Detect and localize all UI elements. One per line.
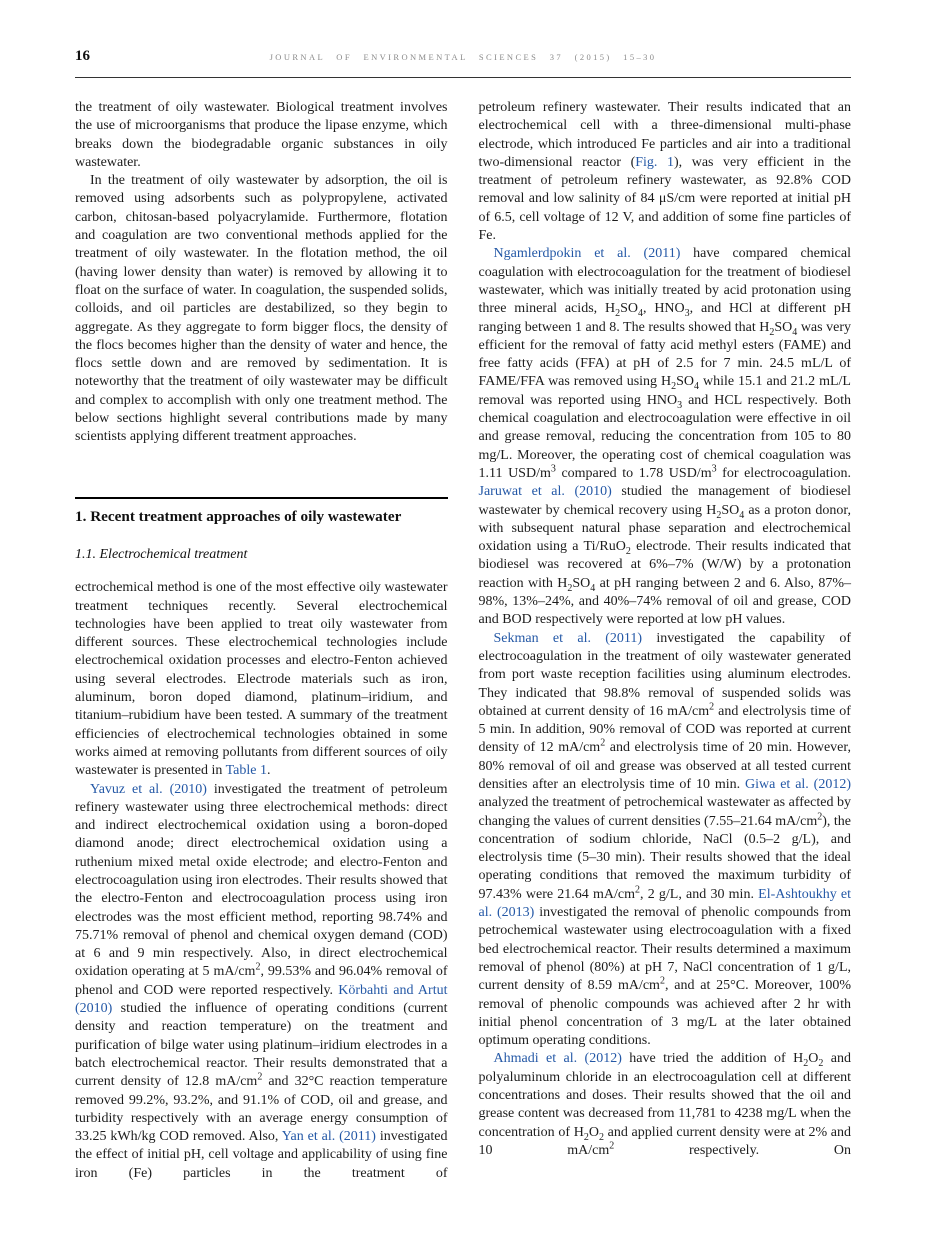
section-divider — [75, 497, 448, 499]
superscript: 2 — [600, 737, 606, 749]
superscript: 3 — [711, 463, 717, 475]
subscript: 3 — [677, 399, 683, 411]
text-run: investigated the treatment of petroleum refinery wastewater using three electrochemical methods: direct and indirect electrochemical oxidation using a boron-doped diamond anode; direct electrochemical oxidation using a ruthenium mixed metal oxide electrode; and electro-Fenton and electrocoagulation using iron electrodes. Their results showed that the electro-Fenton and electrocoagulation process using iron electrodes was the most efficient method, reporting 98.74% and 75.71% removal of phenol and chemical oxygen demand (COD) at 6 and 9 min respectively. Also, in direct electrochemical oxidation operating at 5 mA/cm — [75, 781, 448, 980]
superscript: 2 — [634, 884, 640, 896]
subscript: 2 — [598, 1131, 604, 1143]
text-run: and applied current density were at 2% and 10 mA/cm — [478, 1124, 851, 1158]
text-run: investigated the capability of electrocoagulation in the treatment of oily wastewater generated from port waste reception facilities using aluminum electrodes. They indicated that 98.8% removal of suspended solids was obtained at current density of 16 mA/cm — [478, 630, 851, 719]
text-run: as a proton donor, with subsequent natural phase separation and electrochemical oxidation using a Ti/RuO — [478, 502, 851, 555]
text-run: for electrocoagulation. — [716, 465, 851, 481]
text-run: electrode. Their results indicated that biodiesel was recovered at 6%–7% (W/W) by a protonation reaction with H — [478, 539, 852, 591]
section-body-paragraphs — [75, 579, 448, 1183]
right-paragraphs — [479, 99, 852, 1160]
paragraph — [75, 579, 448, 780]
citation-link[interactable]: Körbahti and Artut (2010) — [75, 982, 448, 1017]
superscript: 3 — [550, 463, 556, 475]
text-run: and polyaluminum chloride in an electrocoagulation cell at different concentrations and doses. Their results showed that the oil and grease content was decreased from 11,781 to 4238 mg/L when the concentration of H — [478, 1051, 852, 1140]
section-heading: 1. Recent treatment approaches of oily wastewater — [75, 507, 402, 525]
superscript: 2 — [255, 961, 261, 973]
text-run: O — [808, 1051, 819, 1067]
subscript: 2 — [769, 326, 775, 338]
text-run: SO — [774, 319, 793, 335]
text-run: , and at 25°C. Moreover, 100% removal of phenolic compounds was achieved after 2 hr with initial phenol concentration of 3 mg/L at the later obtained optimum operating conditions. — [478, 978, 851, 1049]
text-run: have compared chemical coagulation with electrocoagulation for the treatment of biodiesel wastewater, which was initially treated by acid protonation using three mineral acids, H — [478, 246, 851, 317]
subscript: 4 — [590, 582, 596, 594]
text-run: , HNO — [643, 301, 685, 317]
citation-link[interactable]: Yan et al. (2011) — [281, 1129, 376, 1145]
text-run: SO — [676, 374, 695, 390]
paragraph — [479, 99, 852, 245]
subscript: 2 — [625, 545, 631, 557]
right-column — [479, 99, 852, 1183]
text-run: ), was very efficient in the treatment of petroleum refinery wastewater, as 92.8% COD removal and low salinity of 84 μS/cm were reported at initial pH of 6.5, cell voltage of 12 V, and addition of some fine particles of Fe. — [478, 154, 851, 244]
two-column-body — [75, 99, 851, 1183]
citation-link[interactable]: Ahmadi et al. (2012) — [493, 1051, 622, 1067]
text-run: petroleum refinery wastewater. Their results indicated that an electrochemical cell with a three-dimensional multi-phase electrode, which introduced Fe particles and air into a traditional two-dimensional reactor ( — [478, 100, 851, 170]
superscript: 2 — [659, 975, 665, 987]
superscript: 2 — [257, 1071, 263, 1083]
intro-paragraphs — [75, 99, 448, 447]
text-run: at pH ranging between 2 and 6. Also, 87%–98%, 13%–24%, and 40%–74% removal of oil and grease, COD and BOD respectively were reported at low pH values. — [478, 575, 851, 628]
text-run: SO — [721, 502, 740, 518]
text-run: and HCL respectively. Both chemical coagulation and electrocoagulation were effective in oil and grease removal, reducing the concentration from 105 to 80 mg/L. Moreover, the operating cost of chemical coagulation was 1.11 USD/m — [478, 392, 851, 481]
subscript: 4 — [638, 308, 643, 320]
superscript: 2 — [709, 701, 715, 713]
text-run: and 32°C reaction temperature removed 99.2%, 93.2%, and 91.1% of COD, oil and grease, and turbidity respectively with an average energy consumption of 33.25 kWh/kg COD removed. Also, — [75, 1074, 448, 1145]
superscript: 2 — [817, 810, 823, 822]
text-run: respectively. On — [614, 1142, 851, 1158]
text-run: investigated the effect of initial pH, cell voltage and applicability of using fine iron (Fe) particles in the treatment of — [75, 1129, 448, 1181]
text-run: was very efficient for the removal of fatty acid methyl esters (FAME) and free fatty acids (FFA) at pH of 2.5 for 7 min. 24.5 mL/L of FAME/FFA was removed using H — [478, 319, 851, 390]
citation-link[interactable]: Jaruwat et al. (2010) — [478, 484, 612, 500]
subscript: 4 — [792, 326, 798, 338]
text-run: ), the concentration of sodium chloride, NaCl (0.5–2 g/L), and electrolysis time (5–30 min). Their results showed that the ideal operating conditions that removed the maximum turbidity of 97.43% were 21.64 mA/cm — [478, 813, 852, 902]
paragraph — [75, 781, 448, 1184]
text-run: SO — [572, 575, 591, 591]
citation-link[interactable]: Giwa et al. (2012) — [745, 776, 852, 792]
text-run: . — [267, 763, 271, 779]
text-run: analyzed the treatment of petrochemical wastewater as affected by changing the values of current densities (7.55–21.64 mA/cm — [478, 795, 851, 829]
citation-link[interactable]: El-Ashtoukhy et al. (2013) — [478, 886, 852, 921]
subscript: 2 — [803, 1058, 809, 1070]
subsection-heading: 1.1. Electrochemical treatment — [75, 546, 248, 562]
subscript: 2 — [671, 381, 677, 393]
text-run: SO — [620, 301, 638, 317]
text-run: investigated the removal of phenolic compounds from petrochemical wastewater using electrocoagulation with a fixed bed electrochemical reactor. Their results determined a maximum removal of phenol (80%) at pH 7, NaCl concentration of 1 g/L, current density of 8.59 mA/cm — [478, 905, 851, 994]
text-run: , 2 g/L, and 30 min. — [639, 886, 759, 902]
text-run: the treatment of oily wastewater. Biological treatment involves the use of microorganisms that produce the lipase enzyme, which breaks down the biodegradable organic substances in oily wastewater. — [75, 100, 448, 170]
header-rule — [75, 77, 851, 78]
journal-running-head: JOURNAL OF ENVIRONMENTAL SCIENCES 37 (2015) 15–30 — [269, 52, 657, 62]
subscript: 4 — [739, 509, 745, 521]
text-run: ectrochemical method is one of the most effective oily wastewater treatment techniques recently. Several electrochemical technologies have been applied to treat oily wastewater from different sources. These electrochemical technologies include electrochemical oxidation processes and electro-Fenton achieved using several electrodes. Electrode materials such as iron, aluminum, boron doped diamond, platinum–iridium, and titanium–rubidium have been tested. A summary of the treatment efficiencies of electrochemical technologies obtained in some works aimed at removing pollutants from different sources of oily wastewater is presented in — [75, 580, 448, 779]
subscript: 2 — [567, 582, 573, 594]
citation-link[interactable]: Fig. 1 — [635, 154, 674, 170]
paragraph — [479, 1050, 852, 1160]
superscript: 2 — [609, 1140, 615, 1152]
citation-link[interactable]: Sekman et al. (2011) — [493, 630, 643, 646]
paragraph — [75, 172, 448, 446]
text-run: studied the management of biodiesel wastewater by chemical recovery using H — [478, 484, 851, 518]
subscript: 2 — [583, 1131, 589, 1143]
subscript: 4 — [694, 381, 700, 393]
text-run: studied the influence of operating conditions (current density and reaction temperature) on the treatment and purification of bilge water using platinum–iridium electrodes in a batch electrochemical reactor. Their results demonstrated that a current density of 12.8 mA/cm — [75, 1001, 448, 1090]
text-run: have tried the addition of H — [621, 1051, 804, 1067]
subscript: 2 — [716, 509, 722, 521]
text-run: O — [588, 1124, 599, 1140]
subscript: 2 — [818, 1058, 824, 1070]
text-run: and electrolysis time of 20 min. However, 80% removal of oil and grease was observed at all tested current densities after an electrolysis time of 10 min. — [478, 740, 851, 792]
text-run: and electrolysis time of 5 min. In addition, 90% removal of COD was reported at current density of 12 mA/cm — [478, 703, 851, 756]
citation-link[interactable]: Yavuz et al. (2010) — [90, 781, 207, 797]
page-number: 16 — [75, 48, 90, 64]
text-run: while 15.1 and 21.2 mL/L removal was reported using HNO — [478, 374, 851, 408]
citation-link[interactable]: Table 1 — [225, 763, 267, 779]
subscript: 2 — [615, 308, 621, 320]
paragraph — [479, 630, 852, 1051]
text-run: In the treatment of oily wastewater by adsorption, the oil is removed using adsorbents such as polypropylene, activated carbon, chitosan-based polyacrylamide. Furthermore, flotation and coagulation are two conventional methods applied for the treatment of oily wastewater. In the flotation method, the oil (having lower density than water) is removed by allowing it to float on the surface of water. In coagulation, the suspended solids, colloids, and oil particles are destabilized, so they begin to aggregate. As they aggregate to form bigger flocs, the density of the flocs becomes higher than the density of water and hence, the flocs settle down and are removed by sedimentation. It is noteworthy that the treatment of oily wastewater may be difficult and complex to accomplish with only one treatment method. The below sections highlight several contributions made by many scientists applying different treatment approaches. — [75, 173, 448, 445]
left-column — [75, 99, 448, 1183]
text-run: compared to 1.78 USD/m — [555, 465, 712, 481]
text-run: , 99.53% and 96.04% removal of phenol and COD were reported respectively. — [75, 964, 448, 998]
text-run: , and HCl at different pH ranging between 1 and 8. The results showed that H — [478, 301, 851, 335]
paragraph — [75, 99, 448, 172]
page-header — [75, 46, 851, 68]
citation-link[interactable]: Ngamlerdpokin et al. (2011) — [493, 246, 681, 262]
subscript: 3 — [684, 308, 690, 320]
paragraph — [479, 245, 852, 629]
